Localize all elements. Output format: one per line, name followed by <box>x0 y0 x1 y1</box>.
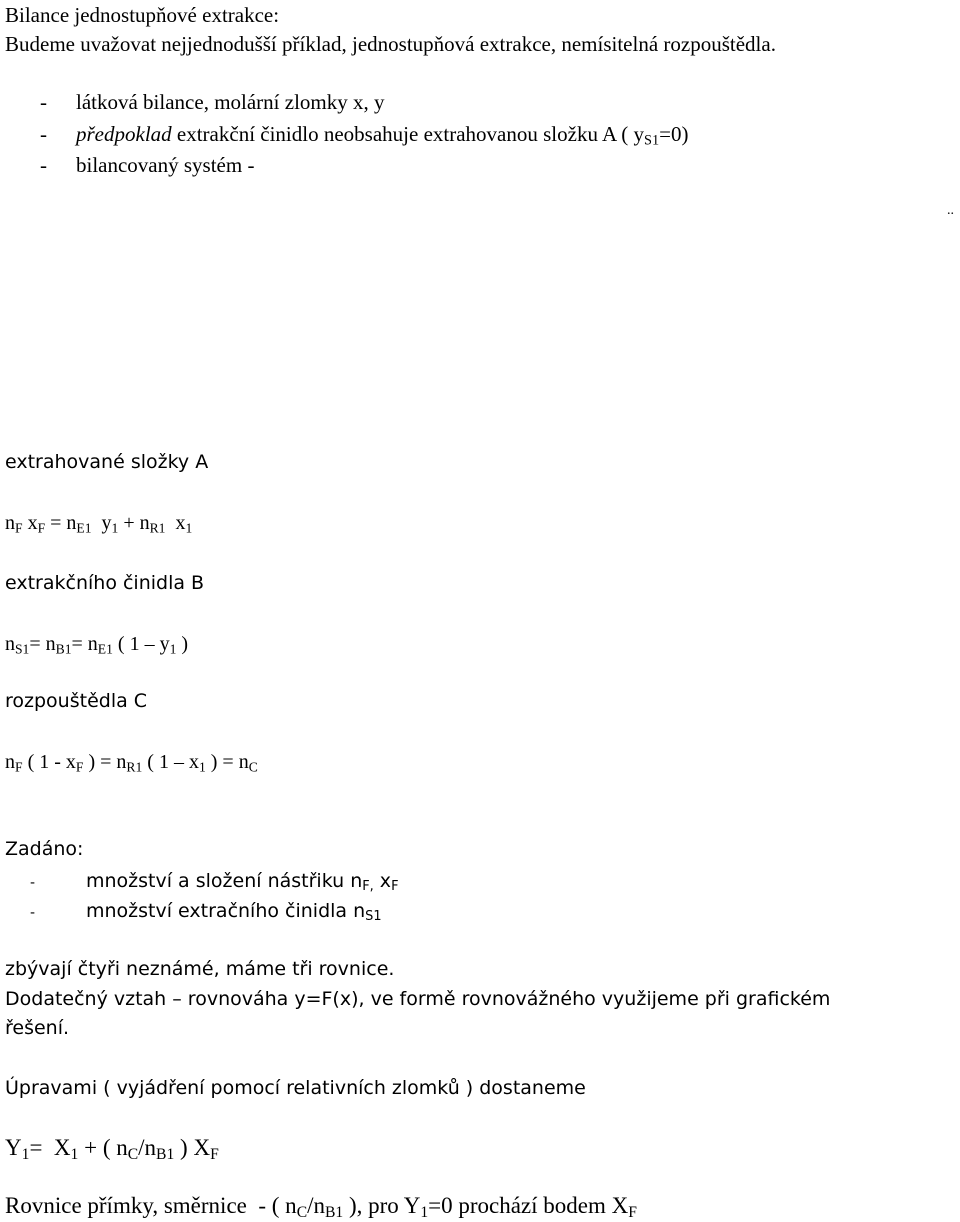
adjustment-note: Úpravami ( vyjádření pomocí relativních zlomků ) dostaneme <box>5 1077 586 1099</box>
bullet-text: bilancovaný systém - <box>76 153 255 177</box>
bullet-item <box>40 121 688 147</box>
bullet-dash: - <box>40 122 47 146</box>
bullet-italic-text: předpoklad <box>76 122 172 146</box>
final-note: Rovnice přímky, směrnice - ( $n_C/n_{B1}$ ), pro $Y_1=0$ prochází bodem $X_F$ <box>5 1193 637 1221</box>
bullet-text: =0) <box>659 122 689 146</box>
given-title: Zadáno: <box>5 838 84 860</box>
bullet-dash: - <box>40 153 47 177</box>
section-label-a: extrahované složky A <box>5 451 209 473</box>
heading-line-2 <box>5 31 776 57</box>
additional-relation-2: řešení. <box>5 1017 70 1039</box>
equation-result: $Y_1= X_1$ + ( $n_C/n_{B1}$ ) $X_F$ <box>5 1135 219 1163</box>
section-label-b: extrakčního činidla B <box>5 572 205 594</box>
heading-title: Bilance jednostupňové extrakce: <box>5 3 280 27</box>
dots-marker: .. <box>947 203 954 218</box>
remaining-note: zbývají čtyři neznámé, máme tři rovnice. <box>5 958 395 980</box>
bullet-item <box>40 89 385 115</box>
bullet-item <box>40 152 254 178</box>
equation-balance-c: $n_F$ ( $1 - x_F$ ) = $n_{R1}$ ( $1 - x_1$ ) = $n_C$ <box>5 751 258 775</box>
section-label-c: rozpouštědla C <box>5 690 148 712</box>
heading-line-1 <box>5 2 279 28</box>
equation-balance-b: $n_{S1}= n_{B1}= n_{E1}$ ( $1 - y_1$ ) <box>5 633 189 657</box>
equation-balance-a: $n_F$ $x_F = n_{E1}$ $y_1 + n_{R1}$ $x_1$ <box>5 512 193 536</box>
bullet-dash: - <box>40 90 47 114</box>
bullet-dash: - <box>30 875 36 891</box>
given-item: - množství a složení nástřiku $n_{F,}$ $x_F$ <box>30 870 399 895</box>
bullet-dash: - <box>30 905 36 921</box>
heading-intro: Budeme uvažovat nejjednodušší příklad, jednostupňová extrakce, nemísitelná rozpouštědla. <box>5 32 776 56</box>
bullet-text: látková bilance, molární zlomky x, y <box>76 90 385 114</box>
subscript: S1 <box>644 132 660 149</box>
additional-relation-1: Dodatečný vztah – rovnováha y=F(x), ve formě rovnovážného využijeme při grafickém <box>5 988 831 1010</box>
bullet-text: extrakční činidlo neobsahuje extrahovanou složku A ( y <box>171 122 645 146</box>
given-item: - množství extračního činidla $n_{S1}$ <box>30 900 382 925</box>
